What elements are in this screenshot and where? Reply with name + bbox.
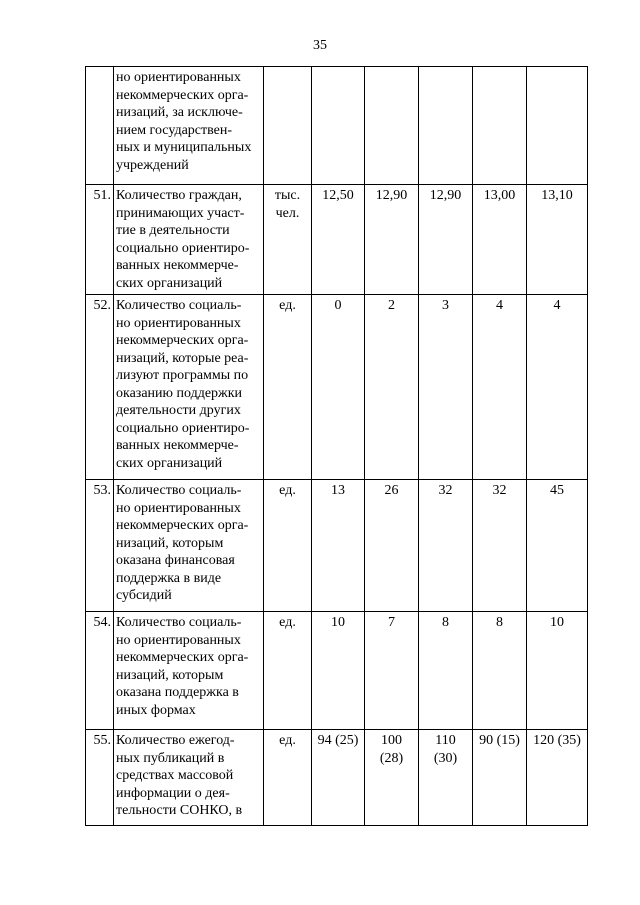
- value-cell-2: [365, 295, 419, 480]
- value-line: 8: [496, 615, 503, 630]
- table-row: [86, 67, 588, 185]
- indicator-name-line: низаций, которые реа-: [116, 350, 249, 366]
- row-number: 53.: [86, 480, 114, 612]
- value-line: 32: [438, 483, 453, 498]
- indicator-name-line: Количество социаль-: [116, 615, 242, 630]
- value-line: 4: [553, 298, 561, 313]
- value-cell-1: [312, 480, 365, 612]
- unit-cell: [264, 295, 312, 480]
- value-cell-5: [527, 730, 588, 826]
- unit-cell: [264, 612, 312, 730]
- indicator-name: [114, 612, 264, 730]
- indicator-name-line: но ориентированных: [116, 632, 241, 648]
- indicator-name-line: оказана финансовая: [116, 553, 235, 568]
- indicator-name-line: социально ориентиро-: [116, 240, 250, 256]
- value-cell-2: [365, 612, 419, 730]
- unit-cell: [264, 480, 312, 612]
- value-line: 94 (25): [317, 733, 359, 748]
- indicator-name-line: ных и муниципальных: [116, 140, 252, 155]
- indicator-name-line: низаций, которым: [116, 667, 224, 683]
- value-cell-5: [527, 480, 588, 612]
- value-cell-1: [312, 730, 365, 826]
- value-line: 12,50: [322, 188, 354, 203]
- value-cell-1: [312, 185, 365, 295]
- value-line: 3: [442, 298, 449, 313]
- value-line: 8: [442, 615, 449, 630]
- value-cell-1: [312, 612, 365, 730]
- value-cell-4: [473, 612, 527, 730]
- indicator-name: [114, 730, 264, 826]
- indicator-name-line: информации о дея-: [116, 785, 230, 801]
- indicator-name-line: нием государствен-: [116, 122, 233, 138]
- value-cell-5: [527, 185, 588, 295]
- value-cell-4: [473, 730, 527, 826]
- value-line: 13: [331, 483, 345, 498]
- row-number: 51.: [86, 185, 114, 295]
- value-cell-3: [419, 295, 473, 480]
- value-cell-2: [365, 67, 419, 185]
- indicator-name-line: Количество граждан,: [116, 188, 242, 203]
- indicator-name-line: лизуют программы по: [116, 368, 249, 383]
- indicator-name-line: социально ориентиро-: [116, 420, 250, 436]
- value-line: 2: [388, 298, 395, 313]
- value-cell-3: [419, 67, 473, 185]
- value-line: 32: [492, 483, 507, 498]
- unit-cell: [264, 185, 312, 295]
- value-cell-3: [419, 612, 473, 730]
- unit-line: ед.: [279, 298, 296, 313]
- indicator-name-line: ных публикаций в: [116, 750, 225, 766]
- unit-cell: [264, 730, 312, 826]
- value-line: (30): [433, 750, 458, 766]
- row-number: 55.: [86, 730, 114, 826]
- value-line: 110: [435, 733, 456, 748]
- indicator-name-line: ских организаций: [116, 455, 223, 471]
- value-line: 100: [381, 733, 402, 748]
- value-line: (28): [379, 750, 404, 766]
- value-cell-3: [419, 730, 473, 826]
- indicator-name-line: средствах массовой: [116, 768, 234, 783]
- value-cell-4: [473, 295, 527, 480]
- value-line: 12,90: [375, 188, 408, 203]
- value-cell-2: [365, 480, 419, 612]
- value-line: 90 (15): [479, 733, 520, 748]
- value-line: 4: [496, 298, 503, 313]
- indicator-name-line: ванных некоммерче-: [116, 438, 239, 453]
- value-cell-3: [419, 185, 473, 295]
- indicator-name-line: Количество ежегод-: [116, 733, 235, 748]
- table-row: [86, 730, 588, 826]
- indicator-name-line: оказанию поддержки: [116, 385, 243, 401]
- table-row: [86, 185, 588, 295]
- row-number: 54.: [86, 612, 114, 730]
- table-row: [86, 480, 588, 612]
- indicator-name-line: некоммерческих орга-: [116, 518, 249, 533]
- indicator-name-line: но ориентированных: [116, 315, 241, 331]
- indicator-name: [114, 185, 264, 295]
- value-cell-5: [527, 67, 588, 185]
- indicator-name-line: низаций, которым: [116, 535, 224, 551]
- page-number: 35: [313, 38, 327, 53]
- value-line: 13,10: [541, 188, 573, 203]
- indicators-table: [85, 66, 588, 826]
- indicator-name-line: но ориентированных: [116, 500, 241, 516]
- value-cell-4: [473, 480, 527, 612]
- value-line: 10: [550, 615, 564, 630]
- indicator-name-line: принимающих участ-: [116, 205, 245, 221]
- unit-line: чел.: [275, 205, 300, 221]
- indicator-name-line: некоммерческих орга-: [116, 333, 249, 348]
- indicator-name-line: низаций, за исключе-: [116, 105, 243, 120]
- table-row: [86, 612, 588, 730]
- value-cell-2: [365, 185, 419, 295]
- indicator-name-line: оказана поддержка в: [116, 685, 239, 700]
- value-line: 120 (35): [533, 733, 581, 748]
- value-line: 7: [388, 615, 395, 630]
- indicator-name-line: поддержка в виде: [116, 570, 222, 586]
- value-line: 0: [334, 298, 342, 313]
- value-cell-3: [419, 480, 473, 612]
- indicator-name-line: тельности СОНКО, в: [116, 803, 243, 818]
- indicator-name-line: некоммерческих орга-: [116, 87, 249, 103]
- table-row: [86, 295, 588, 480]
- value-line: 45: [550, 483, 564, 498]
- indicator-name-line: тие в деятельности: [116, 223, 230, 238]
- indicator-name-line: но ориентированных: [116, 70, 241, 85]
- indicator-name-line: субсидий: [116, 588, 172, 603]
- unit-line: ед.: [279, 483, 296, 498]
- indicator-name: [114, 295, 264, 480]
- value-cell-5: [527, 295, 588, 480]
- indicator-name-line: учреждений: [116, 157, 189, 173]
- row-number: 52.: [86, 295, 114, 480]
- value-cell-1: [312, 295, 365, 480]
- indicator-name-line: некоммерческих орга-: [116, 650, 249, 665]
- indicator-name-line: иных формах: [116, 702, 196, 718]
- value-cell-1: [312, 67, 365, 185]
- indicator-name: [114, 67, 264, 185]
- indicator-name-line: Количество социаль-: [116, 298, 242, 313]
- value-line: 12,90: [429, 188, 462, 203]
- unit-line: ед.: [279, 615, 296, 630]
- indicator-name-line: деятельности других: [116, 403, 241, 418]
- unit-line: тыс.: [274, 188, 301, 203]
- value-line: 26: [384, 483, 399, 498]
- indicator-name-line: Количество социаль-: [116, 483, 242, 498]
- indicator-name-line: ванных некоммерче-: [116, 258, 239, 273]
- value-cell-4: [473, 67, 527, 185]
- value-cell-2: [365, 730, 419, 826]
- indicator-name-line: ских организаций: [116, 275, 223, 291]
- value-line: 13,00: [483, 188, 516, 203]
- unit-cell: [264, 67, 312, 185]
- value-cell-5: [527, 612, 588, 730]
- value-line: 10: [331, 615, 345, 630]
- unit-line: ед.: [279, 733, 296, 748]
- value-cell-4: [473, 185, 527, 295]
- indicator-name: [114, 480, 264, 612]
- row-number: [86, 67, 114, 185]
